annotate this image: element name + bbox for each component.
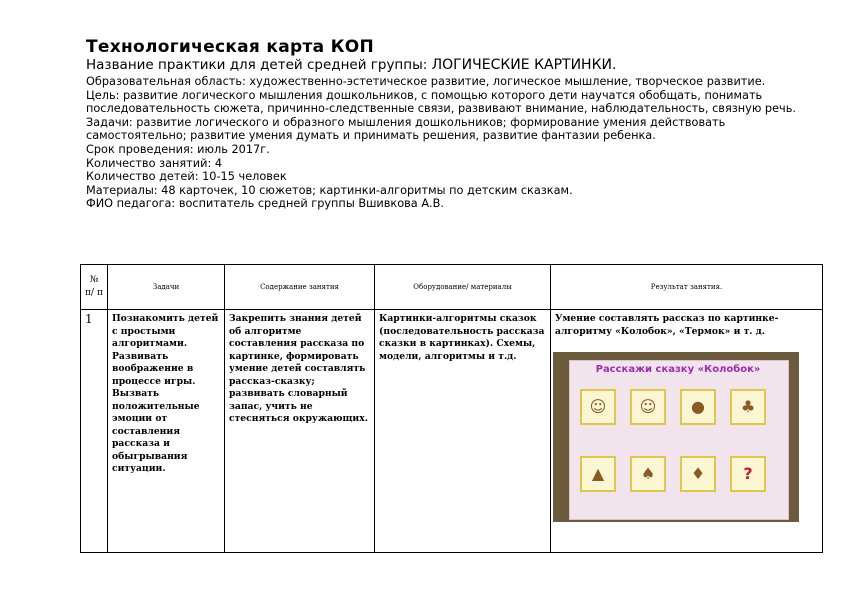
kolobok-poster-photo [553,352,799,522]
header-result: Результат занятия. [551,265,823,310]
document-info [86,75,816,211]
result-text: Умение составлять рассказ по картинке-алгоритму «Колобок», «Термок» и т. д. [555,313,779,337]
poster-board [569,360,789,520]
cell-tasks: Познакомить детей с простыми алгоритмами. Развивать воображение в процессе игры. Вызвать положительные эмоции от составления рассказа и обыгрывания ситуации. [108,310,225,553]
fox-icon: ♦ [680,456,716,492]
practice-prefix: Название практики для детей средней группы: [86,57,432,73]
poster-title: Расскажи сказку «Колобок» [595,364,761,375]
hare-icon: ♣ [730,389,766,425]
grandma-icon: ☺ [630,389,666,425]
info-goal: Цель: развитие логического мышления дошкольников, с помощью которого дети научатся обобщать, понимать последовательность сюжета, причинно-следственные связи, развивают внимание, наблюдательность, связную речь. [86,88,796,116]
wolf-icon: ▲ [580,456,616,492]
info-children: Количество детей: 10-15 человек [86,170,287,184]
info-teacher: ФИО педагога: воспитатель средней группы Вшивкова А.В. [86,197,444,211]
table-row [81,310,823,553]
practice-line [86,57,616,73]
cell-result [551,310,823,553]
cell-content: Закрепить знания детей об алгоритме составления рассказа по картинке, формировать умение детей составлять рассказ-сказку; развивать словарный запас, учить не стесняться окружающих. [225,310,375,553]
question-icon: ? [730,456,766,492]
info-period: Срок проведения: июль 2017г. [86,142,270,156]
grandpa-icon: ☺ [580,389,616,425]
info-lessons: Количество занятий: 4 [86,156,223,170]
info-tasks: Задачи: развитие логического и образного мышления дошкольников; формирование умения действовать самостоятельно; развитие умения думать и принимать решения, развитие фантазии ребенка. [86,115,726,143]
kolobok-icon: ● [680,389,716,425]
plan-table [80,264,823,553]
cell-num: 1 [81,310,108,553]
header-num: № п/ п [81,265,108,310]
header-equipment: Оборудование/ материалы [375,265,551,310]
header-tasks: Задачи [108,265,225,310]
table-header-row [81,265,823,310]
cell-equipment: Картинки-алгоритмы сказок (последовательность рассказа сказки в картинках). Схемы, модели, алгоритмы и т.д. [375,310,551,553]
info-materials: Материалы: 48 карточек, 10 сюжетов; картинки-алгоритмы по детским сказкам. [86,183,573,197]
document-title: Технологическая карта КОП [86,37,375,57]
info-area: Образовательная область: художественно-эстетическое развитие, логическое мышление, творческое развитие. [86,75,766,88]
practice-name: ЛОГИЧЕСКИЕ КАРТИНКИ. [431,57,617,73]
bear-icon: ♠ [630,456,666,492]
header-content: Содержание занятия [225,265,375,310]
